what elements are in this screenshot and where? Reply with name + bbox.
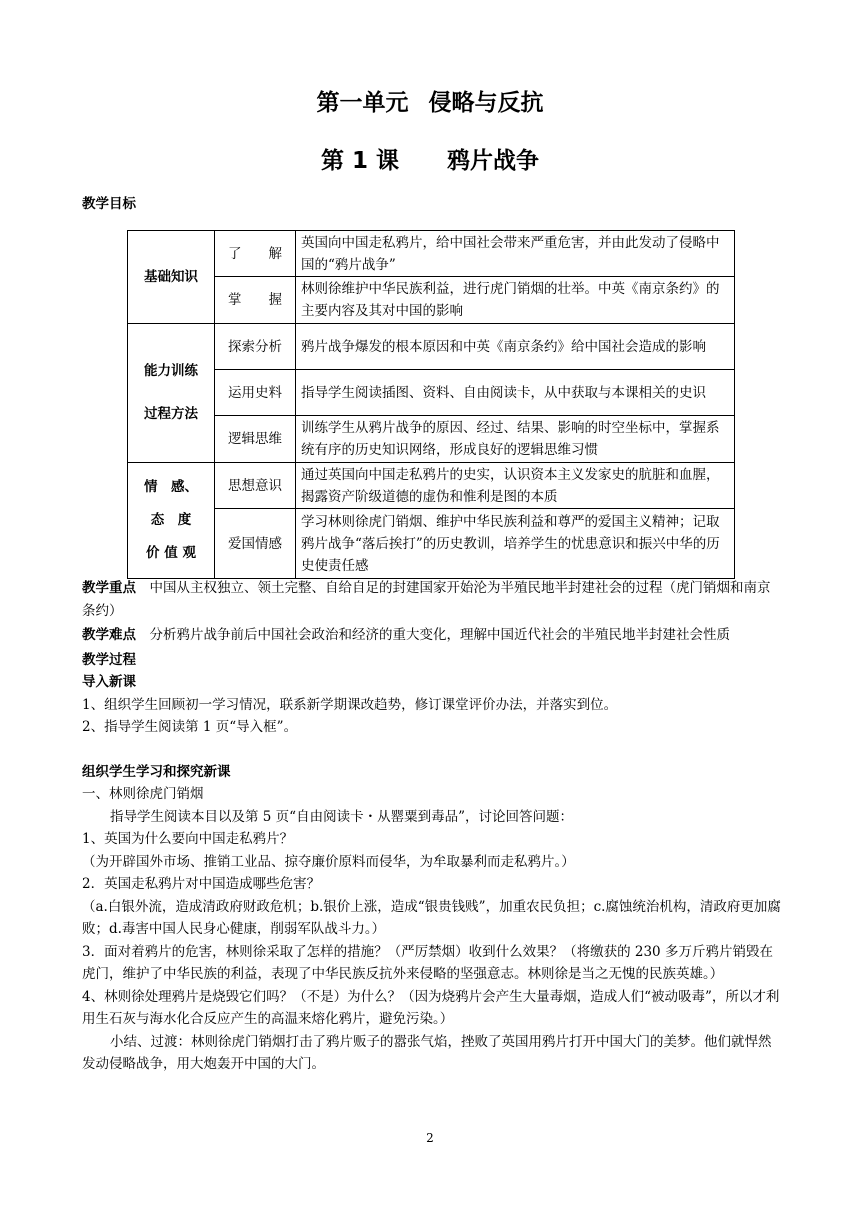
category-label: 情 感、: [144, 479, 198, 495]
difficult-point-label: 教学难点: [82, 627, 136, 643]
new-lesson-heading: 组织学生学习和探究新课: [82, 763, 231, 780]
table-row: [128, 416, 735, 463]
key-point-text: 中国从主权独立、领土完整、自给自足的封建国家开始沦为半殖民地半封建社会的过程（虎门销烟和南京条约）: [82, 580, 771, 619]
description-cell: 学习林则徐虎门销烟、维护中华民族利益和尊严的爱国主义精神；记取鸦片战争“落后挨打”的历史教训，培养学生的忧患意识和振兴中华的历史使责任感: [296, 509, 735, 579]
guide-text: 指导学生阅读本目以及第 5 页“自由阅读卡・从罂粟到毒品”，讨论回答问题：: [110, 808, 573, 825]
intro-heading: 导入新课: [82, 674, 136, 690]
table-row: [128, 463, 735, 509]
lesson-number: 第 1 课: [320, 148, 400, 174]
list-item: 1、组织学生回顾初一学习情况，联系新学期课改趋势，修订课堂评价办法，并落实到位。: [82, 696, 618, 713]
objectives-table: [127, 230, 735, 579]
lesson-name: 鸦片战争: [447, 148, 540, 174]
table-row: [128, 509, 735, 579]
description-cell: 指导学生阅读插图、资料、自由阅读卡，从中获取与本课相关的史识: [296, 370, 735, 416]
unit-name: 侵略与反抗: [428, 90, 544, 116]
category-label: 态 度: [150, 512, 192, 528]
description-cell: 通过英国向中国走私鸦片的史实，认识资本主义发家史的肮脏和血腥，揭露资产阶级道德的虚伪和惟利是图的本质: [296, 463, 735, 509]
category-label: 基础知识: [144, 268, 198, 285]
key-point: [82, 577, 782, 622]
table-row: [128, 277, 735, 324]
category-label: 过程方法: [144, 406, 198, 422]
subcategory-cell: 爱国情感: [215, 509, 296, 579]
question-3: 3．面对着鸦片的危害，林则徐采取了怎样的措施？（严厉禁烟）收到什么效果？（将缴获的 230 多万斤鸦片销毁在虎门，维护了中华民族的利益，表现了中华民族反抗外来侵略的坚强意志。林则徐是当之无愧的民族英雄。）: [82, 943, 773, 982]
answer-1: （为开辟国外市场、推销工业品、掠夺廉价原料而侵华，为牟取暴利而走私鸦片。）: [82, 853, 575, 870]
lesson-body: [82, 577, 782, 1076]
category-cell: [128, 463, 215, 579]
answer-2: （a.白银外流，造成清政府财政危机；b.银价上涨，造成“银贵钱贱”，加重农民负担；c.腐蚀统治机构，清政府更加腐败；d.毒害中国人民身心健康，削弱军队战斗力。）: [82, 898, 781, 937]
table-row: [128, 324, 735, 370]
subcategory-cell: 了 解: [215, 231, 296, 277]
description-cell: 林则徐维护中华民族利益，进行虎门销烟的壮举。中英《南京条约》的主要内容及其对中国的影响: [296, 277, 735, 324]
table-row: [128, 370, 735, 416]
key-point-label: 教学重点: [82, 580, 136, 596]
subcategory-cell: 探索分析: [215, 324, 296, 370]
category-label: 价 值 观: [146, 545, 196, 561]
objectives-heading: 教学目标: [82, 196, 136, 212]
subcategory-cell: 运用史料: [215, 370, 296, 416]
description-cell: 训练学生从鸦片战争的原因、经过、结果、影响的时空坐标中，掌握系统有序的历史知识网络，形成良好的逻辑思维习惯: [296, 416, 735, 463]
page-number: 2: [426, 1131, 434, 1145]
question-4: 4、林则徐处理鸦片是烧毁它们吗？（不是）为什么？（因为烧鸦片会产生大量毒烟，造成人们“被动吸毒”，所以才利用生石灰与海水化合反应产生的高温来熔化鸦片，避免污染。）: [82, 988, 780, 1027]
question-1: 1、英国为什么要向中国走私鸦片？: [82, 831, 294, 847]
category-cell: [128, 231, 215, 324]
unit-title: [0, 84, 860, 117]
question-2: 2．英国走私鸦片对中国造成哪些危害？: [82, 876, 321, 892]
table-row: [128, 231, 735, 277]
summary-text: 小结、过渡：林则徐虎门销烟打击了鸦片贩子的嚣张气焰，挫败了英国用鸦片打开中国大门的美梦。他们就悍然发动侵略战争，用大炮轰开中国的大门。: [82, 1033, 772, 1072]
lesson-title: [0, 142, 860, 175]
subcategory-cell: 逻辑思维: [215, 416, 296, 463]
section-title: 一、林则徐虎门销烟: [82, 786, 204, 802]
process-heading: 教学过程: [82, 651, 136, 668]
difficult-point: [82, 624, 782, 647]
category-cell: [128, 324, 215, 463]
difficult-point-text: 分析鸦片战争前后中国社会政治和经济的重大变化，理解中国近代社会的半殖民地半封建社会性质: [149, 627, 730, 643]
description-cell: 英国向中国走私鸦片，给中国社会带来严重危害，并由此发动了侵略中国的“鸦片战争”: [296, 231, 735, 277]
description-cell: 鸦片战争爆发的根本原因和中英《南京条约》给中国社会造成的影响: [296, 324, 735, 370]
unit-number: 第一单元: [316, 90, 409, 116]
subcategory-cell: 思想意识: [215, 463, 296, 509]
category-label: 能力训练: [144, 363, 198, 379]
list-item: 2、指导学生阅读第 1 页“导入框”。: [82, 719, 298, 735]
subcategory-cell: 掌 握: [215, 277, 296, 324]
